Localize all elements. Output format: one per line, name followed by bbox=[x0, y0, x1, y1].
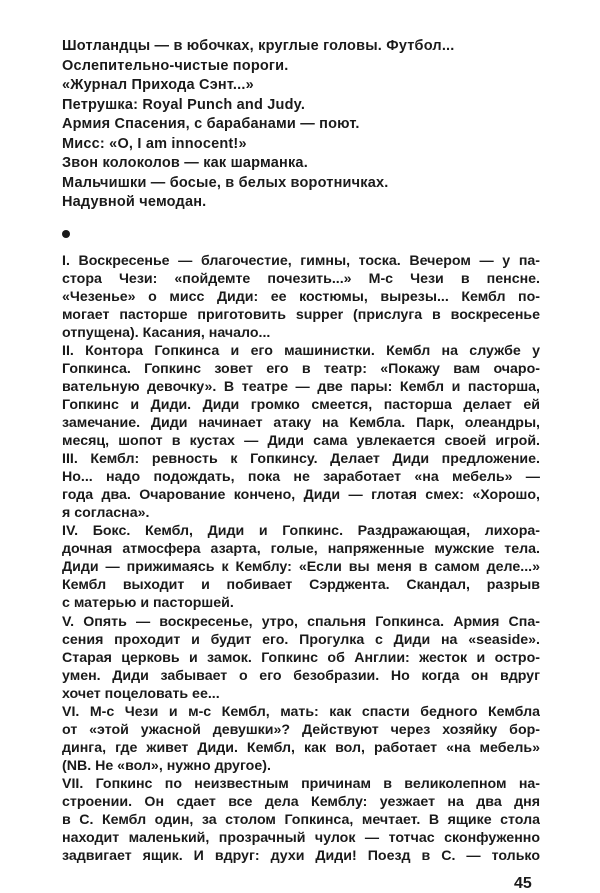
synopsis-line: Старая церковь и замок. Гопкинс об Англии: жесток и остро- bbox=[62, 649, 540, 666]
synopsis-line: Но... надо подождать, пока не заработает «на мебель» — bbox=[62, 469, 540, 486]
synopsis-line: сения проходит и будит его. Прогулка с Диди на «seaside». bbox=[62, 631, 540, 648]
synopsis-line: замечание. Диди начинает атаку на Кембла. Парк, олеандры, bbox=[62, 414, 540, 431]
synopsis-line: I. Воскресенье — благочестие, гимны, тоска. Вечером — у па- bbox=[62, 252, 540, 269]
synopsis-line: II. Контора Гопкинса и его машинистки. Кембл на службе у bbox=[62, 342, 540, 359]
synopsis-line: от «этой ужасной девушки»? Действуют через хозяйку бор- bbox=[62, 721, 540, 738]
synopsis-line: вательную девочку». В театре — две пары: Кембл и пасторша, bbox=[62, 378, 540, 395]
synopsis-line: могает пасторше приготовить supper (прислуга в воскресенье bbox=[62, 306, 540, 323]
note-line: «Журнал Прихода Сэнт...» bbox=[62, 77, 254, 93]
note-line: Шотландцы — в юбочках, круглые головы. Футбол... bbox=[62, 38, 455, 54]
note-line: Надувной чемодан. bbox=[62, 194, 207, 210]
synopsis-line: года два. Очарование кончено, Диди — глотая смех: «Хорошо, bbox=[62, 487, 540, 504]
synopsis-line: отпущена). Касания, начало... bbox=[62, 324, 271, 341]
synopsis-line: хочет поцеловать ее... bbox=[62, 685, 220, 702]
synopsis-line: (NB. Не «вол», нужно другое). bbox=[62, 757, 271, 774]
note-line: Мисс: «O, I am innocent!» bbox=[62, 135, 247, 152]
synopsis-line: Диди — прижимаясь к Кемблу: «Если вы меня в самом деле...» bbox=[62, 559, 540, 576]
synopsis-line: V. Опять — воскресенье, утро, спальня Гопкинса. Армия Спа- bbox=[62, 613, 540, 630]
synopsis-line: Гопкинса. Гопкинс зовет его в театр: «Покажу вам очаро- bbox=[62, 360, 540, 377]
synopsis-line: дочная атмосфера азарта, голые, напряженные мужские тела. bbox=[62, 541, 540, 558]
synopsis-line: задвигает ящик. И вдруг: духи Диди! Поезд в С. — только bbox=[62, 848, 540, 865]
synopsis-line: Гопкинс и Диди. Диди громко смеется, пасторша делает ей bbox=[62, 396, 540, 413]
synopsis-line: находит маленький, прозрачный чулок — тотчас сконфуженно bbox=[62, 830, 540, 847]
note-line: Ослепительно-чистые пороги. bbox=[62, 57, 289, 74]
note-line: Звон колоколов — как шарманка. bbox=[62, 155, 308, 171]
page-number: 45 bbox=[514, 875, 532, 893]
synopsis-line: динга, где живет Диди. Кембл, как вол, работает «на мебель» bbox=[62, 739, 540, 756]
synopsis-line: умен. Диди забывает о его безобразии. Но когда он вдруг bbox=[62, 667, 540, 684]
synopsis-line: стора Чези: «пойдемте почезить...» М-с Чези в пенсне. bbox=[62, 270, 540, 287]
synopsis-line: VI. М-с Чези и м-с Кембл, мать: как спасти бедного Кембла bbox=[62, 703, 540, 720]
synopsis-line: Кембл выходит и побивает Сэрджента. Скандал, разрыв bbox=[62, 577, 540, 594]
note-line: Петрушка: Royal Punch and Judy. bbox=[62, 96, 306, 113]
note-line: Армия Спасения, с барабанами — поют. bbox=[62, 116, 360, 132]
synopsis-line: строении. Он сдает все дела Кемблу: уезжает на два дня bbox=[62, 794, 540, 810]
note-line: Мальчишки — босые, в белых воротничках. bbox=[62, 174, 389, 191]
synopsis-line: VII. Гопкинс по неизвестным причинам в великолепном на- bbox=[62, 775, 540, 792]
synopsis-line: месяц, шопот в кустах — Диди сама увлекается своей игрой. bbox=[62, 433, 540, 449]
synopsis-line: с матерью и пасторшей. bbox=[62, 595, 234, 612]
synopsis-line: я согласна». bbox=[62, 505, 150, 522]
synopsis-line: «Чезенье» о мисс Диди: ее костюмы, вырезы... Кембл по- bbox=[62, 288, 540, 305]
synopsis-line: III. Кембл: ревность к Гопкинсу. Делает Диди предложение. bbox=[62, 451, 540, 468]
synopsis-line: IV. Бокс. Кембл, Диди и Гопкинс. Раздражающая, лихора- bbox=[62, 523, 540, 540]
section-bullet-icon bbox=[62, 230, 70, 238]
synopsis-line: в С. Кембл один, за столом Гопкинса, мечтает. В ящике стола bbox=[62, 812, 540, 829]
